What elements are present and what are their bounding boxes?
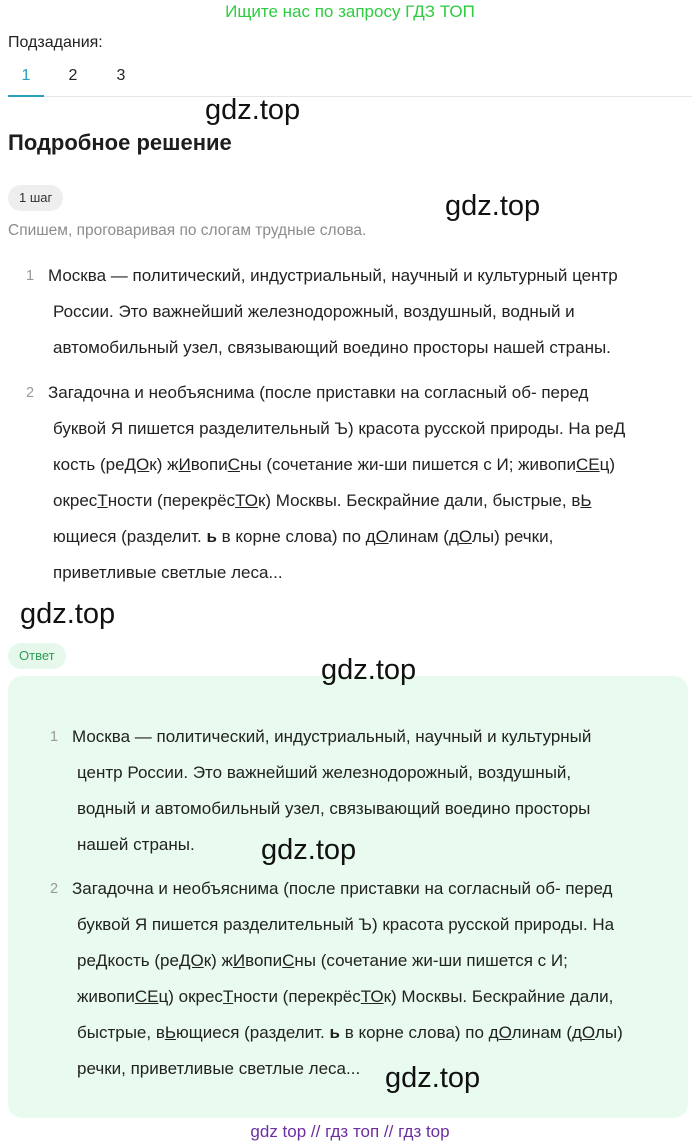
item-line: Загадочна и необъяснима (после приставки на согласный об- перед — [72, 879, 613, 898]
item-line: ющиеся (разделит. ь в корне слова) по дОлинам (дОлы) речки, — [53, 527, 554, 546]
item-line: приветливые светлые леса... — [53, 563, 283, 582]
item-line: реДкость (реДОк) жИвопиСны (сочетание жи-ши пишется с И; — [77, 951, 568, 970]
solution-item-2 — [26, 375, 690, 591]
answer-item-1 — [50, 719, 690, 863]
item-line: речки, приветливые светлые леса... — [77, 1059, 361, 1078]
item-line: водный и автомобильный узел, связывающий воедино просторы — [77, 799, 591, 818]
step-badge: 1 шаг — [8, 185, 63, 211]
item-line: Загадочна и необъяснима (после приставки на согласный об- перед — [48, 383, 589, 402]
item-line: России. Это важнейший железнодорожный, воздушный, водный и — [53, 302, 575, 321]
item-line: буквой Я пишется разделительный Ъ) красота русской природы. На — [77, 915, 615, 934]
item-line: центр России. Это важнейший железнодорожный, воздушный, — [77, 763, 572, 782]
item-line: буквой Я пишется разделительный Ъ) красота русской природы. На реД — [53, 419, 626, 438]
tab-subtask-1[interactable]: 1 — [8, 62, 44, 97]
promo-banner[interactable]: Ищите нас по запросу ГДЗ ТОП — [225, 2, 475, 21]
watermark: gdz.top — [385, 1062, 481, 1094]
watermark: gdz.top — [205, 94, 301, 126]
item-line: окресТности (перекрёсТОк) Москвы. Бескрайние дали, быстрые, вЬ — [53, 491, 592, 510]
item-line: автомобильный узел, связывающий воедино просторы нашей страны. — [53, 338, 611, 357]
tab-subtask-2[interactable]: 2 — [68, 67, 78, 84]
item-number: 1 — [26, 268, 35, 284]
item-line: живопиСЕц) окресТности (перекрёсТОк) Москвы. Бескрайние дали, — [77, 987, 614, 1006]
item-line: нашей страны. — [77, 835, 195, 854]
answer-item-2 — [50, 871, 690, 1087]
answer-badge: Ответ — [8, 643, 66, 669]
watermark: gdz.top — [20, 598, 116, 630]
item-number: 2 — [26, 385, 35, 401]
item-line: быстрые, вЬющиеся (разделит. ь в корне слова) по дОлинам (дОлы) — [77, 1023, 623, 1042]
item-number: 1 — [50, 729, 59, 745]
step-hint: Спишем, проговаривая по слогам трудные слова. — [8, 222, 367, 239]
solution-title: Подробное решение — [8, 130, 232, 155]
watermark: gdz.top — [261, 834, 357, 866]
watermark: gdz.top — [321, 654, 417, 686]
item-line: Москва — политический, индустриальный, научный и культурный — [72, 727, 592, 746]
item-number: 2 — [50, 881, 59, 897]
subtask-tabs — [8, 62, 692, 97]
item-line: Москва — политический, индустриальный, научный и культурный центр — [48, 266, 618, 285]
item-line: кость (реДОк) жИвопиСны (сочетание жи-ши пишется с И; живопиСЕц) — [53, 455, 616, 474]
solution-item-1 — [26, 258, 690, 366]
watermark: gdz.top — [445, 190, 541, 222]
footer-links[interactable]: gdz top // гдз топ // гдз top — [250, 1122, 450, 1141]
tab-subtask-3[interactable]: 3 — [116, 67, 126, 84]
subtasks-label: Подзадания: — [8, 34, 103, 51]
